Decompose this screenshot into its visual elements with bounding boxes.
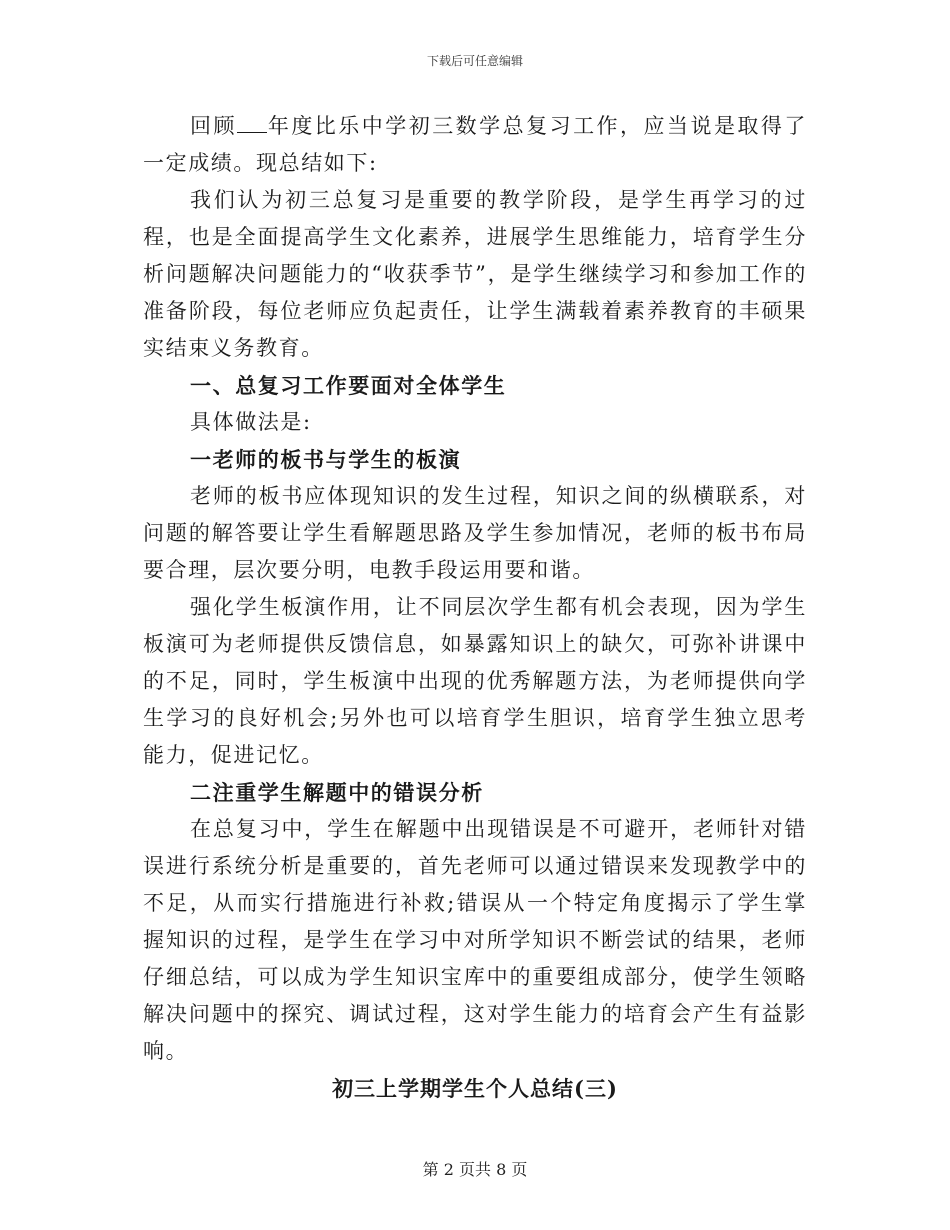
method-intro-paragraph: 具体做法是: [190, 410, 312, 434]
intro-text-start: 回顾 [190, 114, 237, 138]
board-writing-paragraph: 老师的板书应体现知识的发生过程，知识之间的纵横联系，对问题的解答要让学生看解题思路及学生参加情况，老师的板书布局要合理，层次要分明，电教手段运用要和谐。 [143, 484, 807, 582]
page-header: 下载后可任意编辑 [426, 54, 523, 68]
error-analysis-paragraph: 在总复习中，学生在解题中出现错误是不可避开，老师针对错误进行系统分析是重要的，首先老师可以通过错误来发现教学中的不足，从而实行措施进行补救;错误从一个特定角度揭示了学生掌握知识的过程，是学生在学习中对所学知识不断尝试的结果，老师仔细总结，可以成为学生知识宝库中的重要组成部分，使学生领略解决问题中的探究、调试过程，这对学生能力的培育会产生有益影响。 [143, 817, 807, 1063]
page-footer: 第 2 页共 8 页 [422, 1160, 528, 1179]
subheading-board-writing: 一老师的板书与学生的板演 [190, 447, 462, 472]
subheading-error-analysis: 二注重学生解题中的错误分析 [190, 780, 484, 805]
board-demonstration-paragraph: 强化学生板演作用，让不同层次学生都有机会表现，因为学生板演可为老师提供反馈信息，如暴露知识上的缺欠，可弥补讲课中的不足，同时，学生板演中出现的优秀解题方法，为老师提供向学生学习的良好机会;另外也可以培育学生胆识，培育学生独立思考能力，促进记忆。 [143, 595, 807, 767]
section-heading-1: 一、总复习工作要面对全体学生 [190, 373, 507, 398]
review-purpose-paragraph: 我们认为初三总复习是重要的教学阶段，是学生再学习的过程，也是全面提高学生文化素养，进展学生思维能力，培育学生分析问题解决问题能力的“收获季节”，是学生继续学习和参加工作的准备阶段，每位老师应负起责任，让学生满载着素养教育的丰硕果实结束义务教育。 [143, 188, 807, 360]
intro-text-end: 年度比乐中学初三数学总复习工作，应当说是取得了一定成绩。现总结如下: [143, 114, 807, 175]
intro-paragraph [143, 108, 807, 182]
document-body [143, 108, 807, 1107]
next-section-title: 初三上学期学生个人总结(三) [332, 1076, 618, 1101]
year-blank [237, 110, 267, 133]
